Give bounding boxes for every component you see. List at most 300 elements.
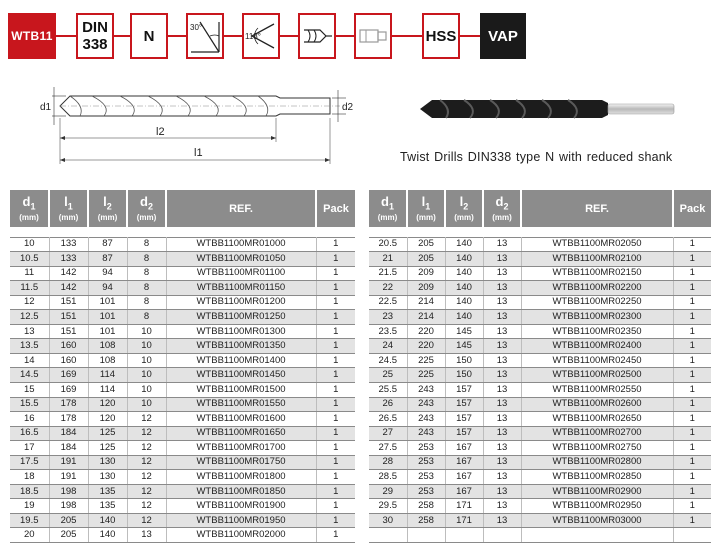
cell-l1: 205 [407, 237, 445, 252]
table-row [369, 266, 711, 281]
cell-l1: 160 [49, 339, 88, 354]
cell-ref: WTBB1100MR02450 [521, 353, 673, 368]
cell-l2: 171 [445, 513, 483, 528]
cell-l1: 133 [49, 237, 88, 252]
cell-d2: 13 [483, 441, 521, 456]
cell-pack: 1 [673, 382, 711, 397]
badge-connector [114, 35, 130, 37]
cell-ref: WTBB1100MR02050 [521, 237, 673, 252]
cell-d1: 12 [10, 295, 49, 310]
cell-d1: 17.5 [10, 455, 49, 470]
cell-l1: 151 [49, 310, 88, 325]
cell-l1: 151 [49, 324, 88, 339]
product-caption: Twist Drills DIN338 type N with reduced shank [400, 150, 673, 164]
cell-d2: 13 [483, 310, 521, 325]
cell-l2: 125 [88, 441, 127, 456]
cell-d2: 10 [127, 339, 166, 354]
cell-d1: 24 [369, 339, 407, 354]
table-row [10, 382, 355, 397]
cell-pack: 1 [673, 455, 711, 470]
table-row [10, 412, 355, 427]
spacer-cell [10, 227, 355, 237]
cell-pack: 1 [673, 252, 711, 267]
cell-pack: 1 [316, 252, 355, 267]
cell-d1: 14.5 [10, 368, 49, 383]
col-l2 [445, 190, 483, 227]
table-row [10, 499, 355, 514]
cell-pack: 1 [316, 470, 355, 485]
cell-d2: 10 [127, 368, 166, 383]
cell-l1: 205 [49, 513, 88, 528]
cell-d2: 13 [483, 237, 521, 252]
table-row [369, 513, 711, 528]
cell-d2: 8 [127, 281, 166, 296]
cell-ref: WTBB1100MR02400 [521, 339, 673, 354]
cell-l2: 157 [445, 397, 483, 412]
cell-d1: 17 [10, 441, 49, 456]
table-row [369, 484, 711, 499]
table-row [10, 528, 355, 543]
type-label: N [143, 27, 155, 45]
header-d1: $d_1$ [381, 193, 394, 212]
cell-pack: 1 [316, 368, 355, 383]
table-spacer [10, 227, 355, 237]
cell-l2: 101 [88, 295, 127, 310]
table-row [10, 237, 355, 252]
cell-ref: WTBB1100MR01700 [166, 441, 316, 456]
cell-l1: 220 [407, 339, 445, 354]
cell-l2: 87 [88, 237, 127, 252]
cell-ref: WTBB1100MR02950 [521, 499, 673, 514]
header-unit: (mm) [19, 213, 39, 223]
cell-l2: 135 [88, 484, 127, 499]
cell-ref: WTBB1100MR01800 [166, 470, 316, 485]
cell-d1: 24.5 [369, 353, 407, 368]
cell-d1: 28.5 [369, 470, 407, 485]
cell-l2: 171 [445, 499, 483, 514]
table-row [369, 281, 711, 296]
table-row [369, 441, 711, 456]
cell-pack: 1 [316, 484, 355, 499]
cell-l1: 205 [49, 528, 88, 543]
cell-l2: 101 [88, 310, 127, 325]
cell-l2: 94 [88, 266, 127, 281]
cell-l2: 157 [445, 426, 483, 441]
drill-photo [418, 92, 678, 126]
cell-d2: 13 [483, 266, 521, 281]
cell-ref: WTBB1100MR02550 [521, 382, 673, 397]
table-row [10, 426, 355, 441]
cell-l2: 114 [88, 382, 127, 397]
cell-d1: 14 [10, 353, 49, 368]
cell-l1: 214 [407, 310, 445, 325]
cell-l2: 140 [445, 295, 483, 310]
table-row [369, 295, 711, 310]
cell-d1: 18.5 [10, 484, 49, 499]
brand-badge [8, 13, 56, 59]
cell-ref: WTBB1100MR02250 [521, 295, 673, 310]
badge-connector [56, 35, 76, 37]
cell-l1: 225 [407, 368, 445, 383]
cell-pack: 1 [316, 237, 355, 252]
cell-ref: WTBB1100MR01950 [166, 513, 316, 528]
drill-dimension-diagram [40, 82, 360, 172]
cell-ref: WTBB1100MR02750 [521, 441, 673, 456]
table-row [369, 397, 711, 412]
cell-l2: 140 [445, 237, 483, 252]
cell-d2: 13 [483, 412, 521, 427]
header-l1: $l_1$ [64, 193, 73, 212]
cell-pack: 1 [316, 281, 355, 296]
helix-angle-label: 30° [190, 23, 203, 32]
standard-line1: DIN [82, 19, 108, 36]
cell-l2: 120 [88, 397, 127, 412]
header-l2: $l_2$ [459, 193, 469, 212]
table-spacer [369, 227, 711, 237]
badge-connector [392, 35, 422, 37]
cell-pack: 1 [316, 382, 355, 397]
cell-d1: 19 [10, 499, 49, 514]
d1-label: d1 [40, 102, 52, 113]
cell-ref: WTBB1100MR02100 [521, 252, 673, 267]
cell-l2: 108 [88, 353, 127, 368]
cell-l1: 220 [407, 324, 445, 339]
cell-l2: 150 [445, 368, 483, 383]
cell-l1: 142 [49, 266, 88, 281]
cell-l2 [445, 528, 483, 543]
type-badge [130, 13, 168, 59]
cell-d2: 13 [483, 281, 521, 296]
cell-d1: 25.5 [369, 382, 407, 397]
cell-d2: 10 [127, 353, 166, 368]
table-row [10, 470, 355, 485]
table-row [10, 455, 355, 470]
cell-pack: 1 [316, 397, 355, 412]
cell-d2: 13 [483, 339, 521, 354]
badge-connector [168, 35, 186, 37]
cell-pack: 1 [316, 441, 355, 456]
cell-l1: 243 [407, 397, 445, 412]
col-d1 [369, 190, 407, 227]
cell-l1: 253 [407, 441, 445, 456]
cell-ref: WTBB1100MR01250 [166, 310, 316, 325]
col-d2 [483, 190, 521, 227]
table-header-row [369, 190, 711, 227]
cell-ref: WTBB1100MR02300 [521, 310, 673, 325]
cell-pack: 1 [673, 266, 711, 281]
cell-d1: 28 [369, 455, 407, 470]
table-row [10, 266, 355, 281]
table-row [10, 513, 355, 528]
header-unit: (mm) [97, 213, 118, 223]
cell-l1: 160 [49, 353, 88, 368]
cell-d2: 10 [127, 397, 166, 412]
table-row [10, 441, 355, 456]
table-row [10, 295, 355, 310]
cell-ref: WTBB1100MR02650 [521, 412, 673, 427]
cell-d2: 12 [127, 470, 166, 485]
cell-d2: 12 [127, 441, 166, 456]
spec-table-left [10, 190, 355, 543]
col-d2 [127, 190, 166, 227]
cell-d1: 11.5 [10, 281, 49, 296]
cell-l1: 151 [49, 295, 88, 310]
cell-d2: 13 [127, 528, 166, 543]
cell-d1: 21.5 [369, 266, 407, 281]
cell-l1: 253 [407, 484, 445, 499]
cell-pack: 1 [673, 484, 711, 499]
cell-l2: 157 [445, 382, 483, 397]
cell-d1: 29 [369, 484, 407, 499]
l1-label: l1 [194, 147, 203, 159]
point-angle-icon [242, 13, 280, 59]
cell-d2: 13 [483, 368, 521, 383]
table-row [10, 397, 355, 412]
cell-pack: 1 [673, 470, 711, 485]
finish-label: VAP [488, 27, 518, 45]
cell-d2: 13 [483, 382, 521, 397]
cell-pack: 1 [316, 266, 355, 281]
cell-l2: 94 [88, 281, 127, 296]
cell-d2: 13 [483, 324, 521, 339]
cell-l2: 130 [88, 470, 127, 485]
cell-ref: WTBB1100MR01900 [166, 499, 316, 514]
cell-pack: 1 [316, 426, 355, 441]
cell-d2: 12 [127, 426, 166, 441]
cell-d2: 8 [127, 310, 166, 325]
cell-d2: 8 [127, 266, 166, 281]
cell-ref: WTBB1100MR01450 [166, 368, 316, 383]
header-d2: $d_2$ [140, 193, 153, 212]
cell-pack: 1 [673, 324, 711, 339]
cell-pack: 1 [673, 513, 711, 528]
cell-d2: 13 [483, 397, 521, 412]
right-table-body [369, 227, 711, 542]
spacer-cell [369, 227, 711, 237]
cell-l2: 140 [88, 528, 127, 543]
cell-d2: 12 [127, 484, 166, 499]
cell-d1: 21 [369, 252, 407, 267]
badge-connector [336, 35, 354, 37]
cell-d1: 10 [10, 237, 49, 252]
header-l1: $l_1$ [421, 193, 431, 212]
cell-ref: WTBB1100MR02000 [166, 528, 316, 543]
cell-d2: 8 [127, 252, 166, 267]
cell-pack: 1 [673, 397, 711, 412]
cell-pack: 1 [316, 455, 355, 470]
table-row [369, 252, 711, 267]
badge-connector [280, 35, 298, 37]
cell-d2: 13 [483, 455, 521, 470]
cell-l1: 243 [407, 382, 445, 397]
header-unit: (mm) [377, 213, 398, 223]
l2-label: l2 [156, 126, 165, 138]
table-row [369, 339, 711, 354]
cell-l2: 140 [445, 281, 483, 296]
table-row [369, 412, 711, 427]
cell-pack [673, 528, 711, 543]
cell-l2: 167 [445, 455, 483, 470]
header-l2: $l_2$ [103, 193, 112, 212]
cell-l2: 108 [88, 339, 127, 354]
standard-badge [76, 13, 114, 59]
cell-ref: WTBB1100MR02850 [521, 470, 673, 485]
cell-d2: 13 [483, 252, 521, 267]
table-header-row [10, 190, 355, 227]
cell-d2: 10 [127, 382, 166, 397]
table-row [10, 281, 355, 296]
header-unit: (mm) [416, 213, 436, 223]
cell-l2: 140 [445, 266, 483, 281]
table-row [10, 324, 355, 339]
cell-d1: 29.5 [369, 499, 407, 514]
cell-l1 [407, 528, 445, 543]
cell-d2: 13 [483, 353, 521, 368]
cell-l2: 140 [445, 310, 483, 325]
cell-ref: WTBB1100MR01400 [166, 353, 316, 368]
cell-ref: WTBB1100MR02200 [521, 281, 673, 296]
cell-d1: 15.5 [10, 397, 49, 412]
col-l1 [49, 190, 88, 227]
cell-l1: 258 [407, 499, 445, 514]
header-unit: (mm) [58, 213, 79, 223]
shank-icon [354, 13, 392, 59]
cell-ref: WTBB1100MR02800 [521, 455, 673, 470]
cell-ref: WTBB1100MR01150 [166, 281, 316, 296]
material-label: HSS [425, 27, 457, 45]
cell-ref: WTBB1100MR03000 [521, 513, 673, 528]
col-l1 [407, 190, 445, 227]
cell-d1: 13 [10, 324, 49, 339]
col-pack: Pack [673, 190, 711, 227]
cell-d1: 22.5 [369, 295, 407, 310]
cell-d1: 27 [369, 426, 407, 441]
table-row [369, 470, 711, 485]
material-badge [422, 13, 460, 59]
cell-l1: 184 [49, 426, 88, 441]
cell-ref: WTBB1100MR02700 [521, 426, 673, 441]
cell-l1: 133 [49, 252, 88, 267]
cell-pack: 1 [316, 353, 355, 368]
cell-ref: WTBB1100MR01050 [166, 252, 316, 267]
cell-pack: 1 [316, 295, 355, 310]
cell-l2: 87 [88, 252, 127, 267]
cell-l2: 167 [445, 470, 483, 485]
cell-l1: 191 [49, 470, 88, 485]
table-row [10, 339, 355, 354]
cell-ref: WTBB1100MR02600 [521, 397, 673, 412]
cell-d2: 8 [127, 237, 166, 252]
cell-l2: 140 [88, 513, 127, 528]
cell-pack: 1 [673, 281, 711, 296]
cell-ref: WTBB1100MR01200 [166, 295, 316, 310]
d2-label: d2 [342, 102, 354, 113]
cell-l2: 125 [88, 426, 127, 441]
cell-l1: 214 [407, 295, 445, 310]
badge-connector [460, 35, 480, 37]
cell-pack: 1 [316, 324, 355, 339]
drill-flute-icon [298, 13, 336, 59]
cell-d2: 13 [483, 513, 521, 528]
cell-d1 [369, 528, 407, 543]
cell-l1: 169 [49, 382, 88, 397]
cell-ref: WTBB1100MR01750 [166, 455, 316, 470]
cell-d1: 13.5 [10, 339, 49, 354]
cell-pack: 1 [673, 412, 711, 427]
cell-l1: 178 [49, 412, 88, 427]
table-row [369, 353, 711, 368]
table-row [369, 455, 711, 470]
header-d2: $d_2$ [495, 193, 509, 212]
cell-pack: 1 [673, 426, 711, 441]
cell-d2: 12 [127, 499, 166, 514]
cell-d1: 11 [10, 266, 49, 281]
tip-angle-label: 118° [245, 32, 261, 41]
header-unit: (mm) [454, 213, 474, 223]
cell-d2: 13 [483, 295, 521, 310]
cell-ref: WTBB1100MR01850 [166, 484, 316, 499]
cell-ref: WTBB1100MR01600 [166, 412, 316, 427]
cell-pack: 1 [673, 237, 711, 252]
header-unit: (mm) [136, 213, 157, 223]
cell-l2: 140 [445, 252, 483, 267]
cell-l2: 145 [445, 339, 483, 354]
table-row [369, 426, 711, 441]
cell-d2: 10 [127, 324, 166, 339]
cell-l2: 130 [88, 455, 127, 470]
cell-pack: 1 [673, 295, 711, 310]
cell-d1: 26 [369, 397, 407, 412]
cell-d1: 18 [10, 470, 49, 485]
table-row [369, 310, 711, 325]
cell-l1: 205 [407, 252, 445, 267]
brand-label: WTB11 [11, 29, 53, 43]
table-row [369, 382, 711, 397]
standard-line2: 338 [82, 36, 108, 53]
badge-connector [224, 35, 242, 37]
cell-d1: 12.5 [10, 310, 49, 325]
cell-d1: 19.5 [10, 513, 49, 528]
cell-l1: 253 [407, 455, 445, 470]
cell-l1: 184 [49, 441, 88, 456]
table-row [369, 237, 711, 252]
table-row [369, 368, 711, 383]
cell-pack: 1 [673, 368, 711, 383]
cell-pack: 1 [673, 353, 711, 368]
table-row [10, 353, 355, 368]
cell-d1: 16.5 [10, 426, 49, 441]
cell-d1: 20 [10, 528, 49, 543]
cell-pack: 1 [316, 528, 355, 543]
cell-d2: 12 [127, 513, 166, 528]
table-row [369, 528, 711, 543]
cell-l1: 258 [407, 513, 445, 528]
cell-l2: 114 [88, 368, 127, 383]
cell-pack: 1 [673, 339, 711, 354]
cell-d1: 16 [10, 412, 49, 427]
cell-d2: 12 [127, 412, 166, 427]
cell-d2: 13 [483, 426, 521, 441]
cell-l1: 198 [49, 484, 88, 499]
cell-l2: 120 [88, 412, 127, 427]
header-d1: $d_1$ [22, 193, 36, 212]
table-row [369, 324, 711, 339]
left-table-body [10, 227, 355, 542]
col-ref: REF. [521, 190, 673, 227]
table-row [10, 368, 355, 383]
cell-l1: 142 [49, 281, 88, 296]
cell-ref: WTBB1100MR01350 [166, 339, 316, 354]
